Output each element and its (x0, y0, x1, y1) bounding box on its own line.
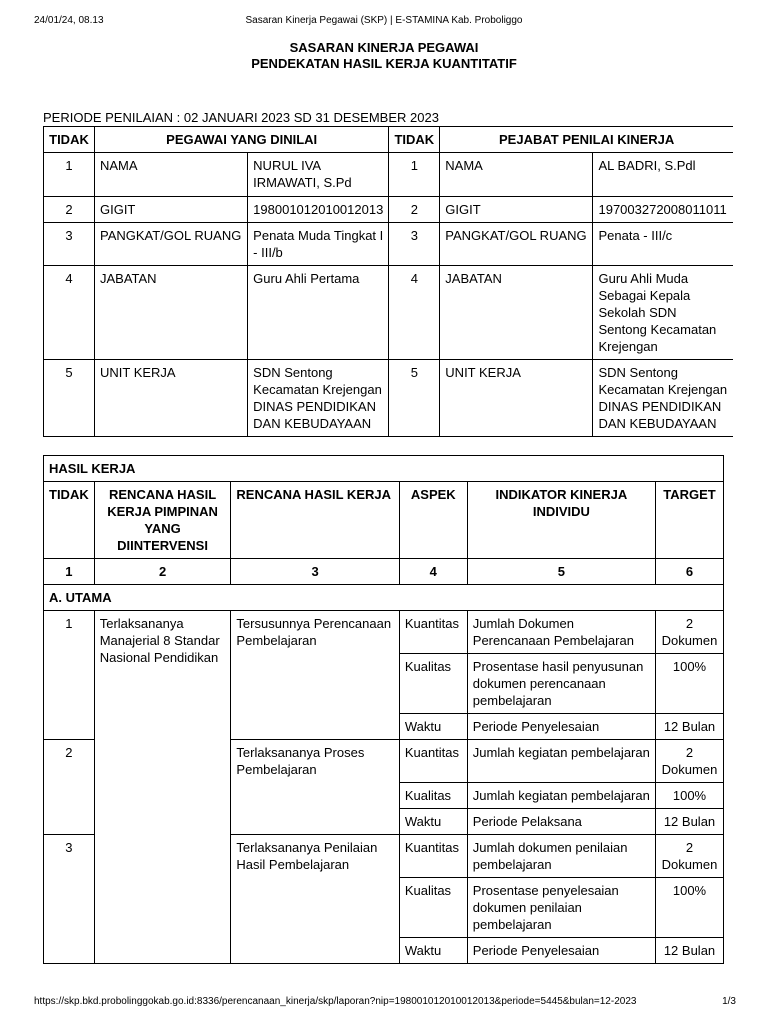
target-cell: 2 Dokumen (655, 740, 723, 783)
indikator-cell: Periode Penyelesaian (467, 714, 655, 740)
group-title: A. UTAMA (44, 585, 724, 611)
row-value: Guru Ahli Pertama (248, 266, 389, 360)
identity-row (44, 153, 734, 197)
aspek-cell: Waktu (399, 714, 467, 740)
identity-row (44, 360, 734, 437)
indikator-cell: Periode Pelaksana (467, 809, 655, 835)
row-value-2: AL BADRI, S.Pdl (593, 153, 733, 197)
row-value-2: Guru Ahli Muda Sebagai Kepala Sekolah SDN Sentong Kecamatan Krejengan (593, 266, 733, 360)
col-header-target: TARGET (655, 482, 723, 559)
hasil-header-row (44, 482, 724, 559)
row-value-2: 197003272008011011 (593, 197, 733, 223)
col-number: 2 (94, 559, 231, 585)
section-title-row (44, 456, 724, 482)
row-number-2: 3 (389, 223, 440, 266)
pimpinan-cell: Terlaksananya Manajerial 8 Standar Nasional Pendidikan (94, 611, 231, 964)
title-line-1: SASARAN KINERJA PEGAWAI (289, 40, 479, 55)
indikator-cell: Jumlah kegiatan pembelajaran (467, 783, 655, 809)
section-title: HASIL KERJA (44, 456, 724, 482)
item-number: 3 (44, 835, 95, 964)
print-url: https://skp.bkd.probolinggokab.go.id:8336/perencanaan_kinerja/skp/laporan?nip=198001012010012013&periode=5445&bulan=12-2023 (34, 996, 637, 1007)
row-label-2: JABATAN (440, 266, 593, 360)
row-value-2: Penata - III/c (593, 223, 733, 266)
identity-header-row (44, 127, 734, 153)
col-header-aspek: ASPEK (399, 482, 467, 559)
rencana-cell: Terlaksananya Penilaian Hasil Pembelajaran (231, 835, 399, 964)
col-header-pejabat: PEJABAT PENILAI KINERJA (440, 127, 733, 153)
target-cell: 2 Dokumen (655, 835, 723, 878)
row-value-2: SDN Sentong Kecamatan Krejengan DINAS PENDIDIKAN DAN KEBUDAYAAN (593, 360, 733, 437)
indikator-cell: Jumlah kegiatan pembelajaran (467, 740, 655, 783)
indikator-cell: Jumlah Dokumen Perencanaan Pembelajaran (467, 611, 655, 654)
document-title (0, 40, 768, 72)
row-number: 3 (44, 223, 95, 266)
aspek-cell: Kuantitas (399, 835, 467, 878)
table-row (44, 611, 724, 654)
target-cell: 12 Bulan (655, 938, 723, 964)
target-cell: 12 Bulan (655, 714, 723, 740)
assessment-period: PERIODE PENILAIAN : 02 JANUARI 2023 SD 31 DESEMBER 2023 (43, 110, 439, 125)
row-label: NAMA (94, 153, 247, 197)
row-value: SDN Sentong Kecamatan Krejengan DINAS PENDIDIKAN DAN KEBUDAYAAN (248, 360, 389, 437)
row-number-2: 5 (389, 360, 440, 437)
rencana-cell: Terlaksananya Proses Pembelajaran (231, 740, 399, 835)
target-cell: 2 Dokumen (655, 611, 723, 654)
row-value: Penata Muda Tingkat I - III/b (248, 223, 389, 266)
col-header-no-2: TIDAK (389, 127, 440, 153)
row-label: JABATAN (94, 266, 247, 360)
row-label: GIGIT (94, 197, 247, 223)
target-cell: 100% (655, 878, 723, 938)
group-title-row (44, 585, 724, 611)
column-number-row (44, 559, 724, 585)
title-line-2: PENDEKATAN HASIL KERJA KUANTITATIF (251, 56, 517, 71)
row-number: 4 (44, 266, 95, 360)
col-number: 4 (399, 559, 467, 585)
col-number: 1 (44, 559, 95, 585)
aspek-cell: Kualitas (399, 783, 467, 809)
aspek-cell: Kualitas (399, 878, 467, 938)
row-label: UNIT KERJA (94, 360, 247, 437)
row-value: NURUL IVA IRMAWATI, S.Pd (248, 153, 389, 197)
aspek-cell: Kuantitas (399, 740, 467, 783)
col-number: 3 (231, 559, 399, 585)
item-number: 1 (44, 611, 95, 740)
page-number: 1/3 (722, 996, 736, 1007)
col-number: 6 (655, 559, 723, 585)
item-number: 2 (44, 740, 95, 835)
row-label-2: NAMA (440, 153, 593, 197)
row-number-2: 4 (389, 266, 440, 360)
identity-row (44, 266, 734, 360)
target-cell: 100% (655, 654, 723, 714)
row-value: 198001012010012013 (248, 197, 389, 223)
indikator-cell: Prosentase penyelesaian dokumen penilaian pembelajaran (467, 878, 655, 938)
col-header-pegawai: PEGAWAI YANG DINILAI (94, 127, 388, 153)
aspek-cell: Kualitas (399, 654, 467, 714)
print-timestamp: 24/01/24, 08.13 (34, 15, 104, 26)
row-number: 1 (44, 153, 95, 197)
row-label-2: PANGKAT/GOL RUANG (440, 223, 593, 266)
col-header-no: TIDAK (44, 482, 95, 559)
row-label: PANGKAT/GOL RUANG (94, 223, 247, 266)
col-header-no: TIDAK (44, 127, 95, 153)
row-label-2: GIGIT (440, 197, 593, 223)
col-number: 5 (467, 559, 655, 585)
aspek-cell: Waktu (399, 938, 467, 964)
row-number: 5 (44, 360, 95, 437)
aspek-cell: Waktu (399, 809, 467, 835)
row-number-2: 2 (389, 197, 440, 223)
col-header-pimpinan: RENCANA HASIL KERJA PIMPINAN YANG DIINTERVENSI (94, 482, 231, 559)
rencana-cell: Tersusunnya Perencanaan Pembelajaran (231, 611, 399, 740)
indikator-cell: Jumlah dokumen penilaian pembelajaran (467, 835, 655, 878)
identity-row (44, 197, 734, 223)
identity-table (43, 126, 733, 437)
identity-row (44, 223, 734, 266)
target-cell: 100% (655, 783, 723, 809)
print-page-title: Sasaran Kinerja Pegawai (SKP) | E-STAMINA Kab. Proboliggo (245, 15, 523, 26)
col-header-rencana: RENCANA HASIL KERJA (231, 482, 399, 559)
aspek-cell: Kuantitas (399, 611, 467, 654)
row-number-2: 1 (389, 153, 440, 197)
indikator-cell: Periode Penyelesaian (467, 938, 655, 964)
row-number: 2 (44, 197, 95, 223)
hasil-kerja-table (43, 455, 724, 964)
row-label-2: UNIT KERJA (440, 360, 593, 437)
indikator-cell: Prosentase hasil penyusunan dokumen perencanaan pembelajaran (467, 654, 655, 714)
col-header-indikator: INDIKATOR KINERJA INDIVIDU (467, 482, 655, 559)
target-cell: 12 Bulan (655, 809, 723, 835)
